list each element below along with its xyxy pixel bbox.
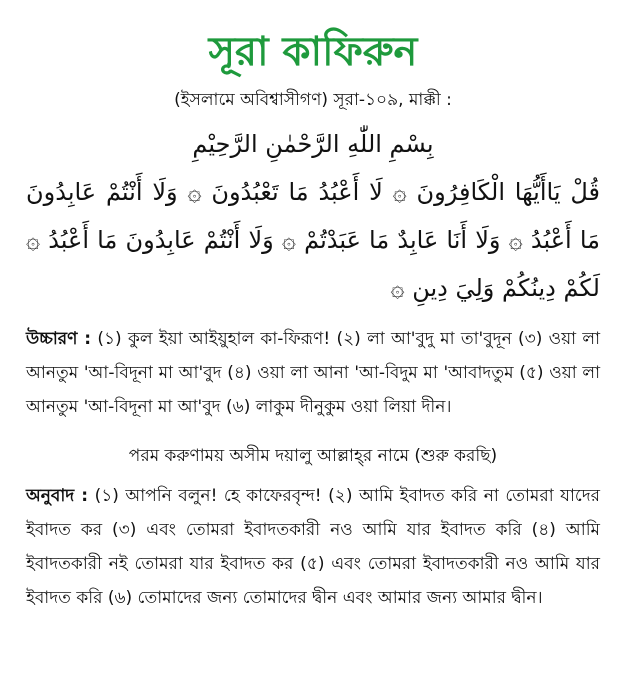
pronunciation-text: (১) কুল ইয়া আইয়ুহাল কা-ফিরূণ! (২) লা আ'বুদু মা তা'বুদূন (৩) ওয়া লা আনতুম 'আ-বিদূনা মা আ'বুদ (৪) ওয়া লা আনা 'আ-বিদুম মা 'আবাদতুম (৫) ওয়া লা আনতুম 'আ-বিদূনা মা আ'বুদ (৬) লাকুম দীনুকুম ওয়া লিয়া দীন। [26,329,601,417]
arabic-verses: قُلْ يَاأَيُّهَا الْكَافِرُونَ ۞ لَا أَعْبُدُ مَا تَعْبُدُونَ ۞ وَلَا أَنْتُمْ عَابِدُونَ مَا أَعْبُدُ ۞ وَلَا أَنَا عَابِدٌ مَا عَبَدْتُمْ ۞ وَلَا أَنْتُمْ عَابِدُونَ مَا أَعْبُدُ ۞ لَكُمْ دِينُكُمْ وَلِيَ دِينِ ۞ [26,178,600,302]
bismillah-arabic: بِسْمِ اللّٰهِ الرَّحْمٰنِ الرَّحِيْمِ [192,130,434,158]
surah-title: সূরা কাফিরুন [208,29,418,75]
pronunciation-paragraph [26,322,600,424]
pronunciation-label: উচ্চারণ : [26,329,92,349]
translation-text: (১) আপনি বলুন! হে কাফেরবৃন্দ! (২) আমি ইবাদত করি না তোমরা যাদের ইবাদত কর (৩) এবং তোমরা ইবাদতকারী নও আমি যার ইবাদত করি (৪) আমি ইবাদতকারী নই তোমরা যার ইবাদত কর (৫) এবং তোমরা ইবাদতকারী নও আমি যার ইবাদত করি (৬) তোমাদের জন্য তোমাদের দ্বীন এবং আমার জন্য আমার দ্বীন। [26,486,601,608]
translation-label: অনুবাদ : [26,486,89,506]
translation-paragraph [26,479,600,615]
basmala-translation: পরম করুণাময় অসীম দয়ালু আল্লাহ্‌র নামে (শুরু করছি) [128,446,498,466]
surah-subtitle: (ইসলামে অবিশ্বাসীগণ) সূরা-১০৯, মাক্কী : [174,90,452,110]
